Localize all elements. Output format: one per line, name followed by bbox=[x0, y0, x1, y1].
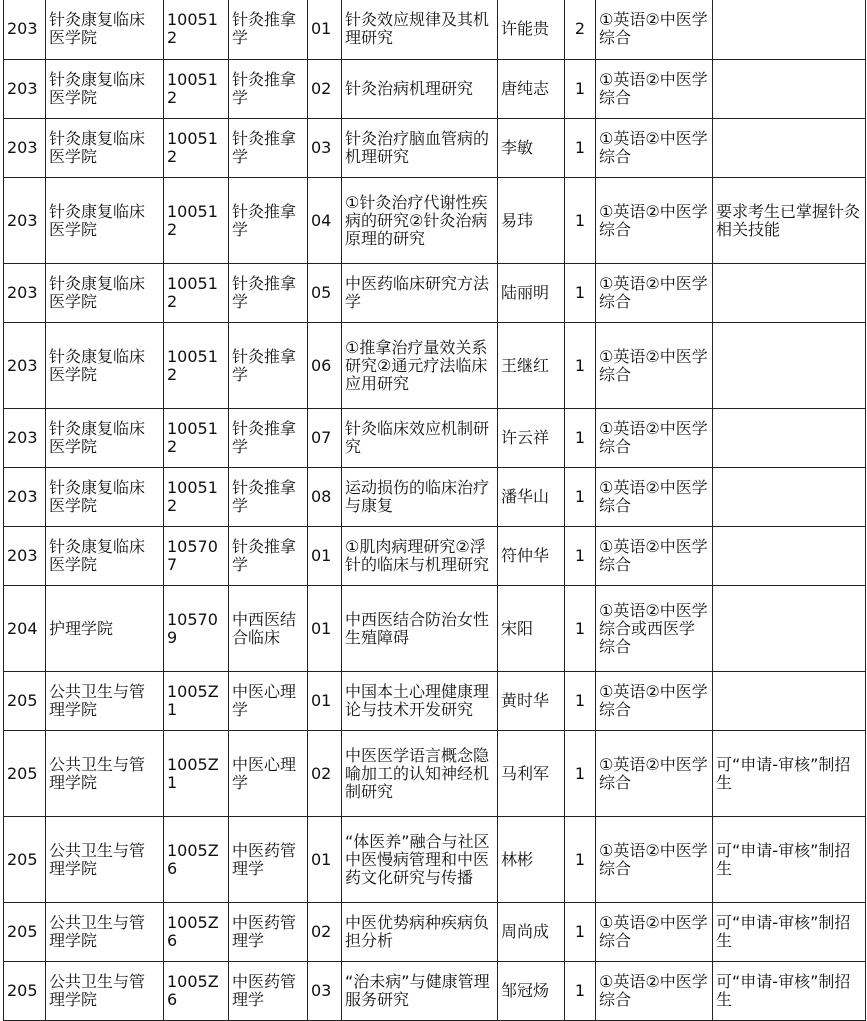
unit-code-cell: 203 bbox=[4, 468, 46, 527]
table-row bbox=[4, 409, 866, 468]
research-direction-cell: “体医养”融合与社区中医慢病管理和中医药文化研究与传播 bbox=[342, 817, 498, 903]
major-code-cell: 105707 bbox=[164, 527, 229, 586]
direction-code-cell: 01 bbox=[308, 0, 342, 60]
major-code-cell: 1005Z6 bbox=[164, 903, 229, 962]
major-cell: 针灸推拿学 bbox=[229, 323, 308, 409]
remarks-cell bbox=[713, 586, 866, 672]
exam-subjects-cell: ①英语②中医学综合 bbox=[596, 60, 713, 119]
direction-code-cell: 02 bbox=[308, 731, 342, 817]
major-cell: 中医药管理学 bbox=[229, 817, 308, 903]
advisor-cell: 马利军 bbox=[498, 731, 565, 817]
quota-cell: 1 bbox=[565, 323, 596, 409]
table-row bbox=[4, 264, 866, 323]
research-direction-cell: 中医优势病种疾病负担分析 bbox=[342, 903, 498, 962]
remarks-cell bbox=[713, 119, 866, 178]
major-cell: 中医心理学 bbox=[229, 731, 308, 817]
table-row bbox=[4, 527, 866, 586]
major-code-cell: 1005Z1 bbox=[164, 731, 229, 817]
exam-subjects-cell: ①英语②中医学综合 bbox=[596, 323, 713, 409]
table-row bbox=[4, 0, 866, 60]
direction-code-cell: 04 bbox=[308, 178, 342, 264]
advisor-cell: 林彬 bbox=[498, 817, 565, 903]
quota-cell: 1 bbox=[565, 527, 596, 586]
quota-cell: 2 bbox=[565, 0, 596, 60]
major-cell: 中西医结合临床 bbox=[229, 586, 308, 672]
direction-code-cell: 01 bbox=[308, 586, 342, 672]
table-row bbox=[4, 672, 866, 731]
exam-subjects-cell: ①英语②中医学综合 bbox=[596, 817, 713, 903]
college-cell: 公共卫生与管理学院 bbox=[46, 672, 164, 731]
unit-code-cell: 203 bbox=[4, 264, 46, 323]
unit-code-cell: 203 bbox=[4, 527, 46, 586]
remarks-cell bbox=[713, 468, 866, 527]
table-row bbox=[4, 962, 866, 1021]
major-code-cell: 1005Z1 bbox=[164, 672, 229, 731]
advisor-cell: 邹冠炀 bbox=[498, 962, 565, 1021]
major-code-cell: 100512 bbox=[164, 409, 229, 468]
unit-code-cell: 205 bbox=[4, 672, 46, 731]
direction-code-cell: 06 bbox=[308, 323, 342, 409]
enrollment-table bbox=[3, 0, 866, 1021]
research-direction-cell: 针灸临床效应机制研究 bbox=[342, 409, 498, 468]
exam-subjects-cell: ①英语②中医学综合 bbox=[596, 962, 713, 1021]
exam-subjects-cell: ①英语②中医学综合 bbox=[596, 903, 713, 962]
college-cell: 公共卫生与管理学院 bbox=[46, 903, 164, 962]
unit-code-cell: 203 bbox=[4, 0, 46, 60]
advisor-cell: 周尚成 bbox=[498, 903, 565, 962]
table-row bbox=[4, 323, 866, 409]
table-row bbox=[4, 178, 866, 264]
advisor-cell: 黄时华 bbox=[498, 672, 565, 731]
table-row bbox=[4, 60, 866, 119]
research-direction-cell: 中西医结合防治女性生殖障碍 bbox=[342, 586, 498, 672]
remarks-cell bbox=[713, 409, 866, 468]
unit-code-cell: 205 bbox=[4, 731, 46, 817]
unit-code-cell: 205 bbox=[4, 962, 46, 1021]
major-cell: 针灸推拿学 bbox=[229, 409, 308, 468]
research-direction-cell: “治未病”与健康管理服务研究 bbox=[342, 962, 498, 1021]
remarks-cell bbox=[713, 527, 866, 586]
exam-subjects-cell: ①英语②中医学综合 bbox=[596, 731, 713, 817]
research-direction-cell: ①针灸治疗代谢性疾病的研究②针灸治病原理的研究 bbox=[342, 178, 498, 264]
remarks-cell bbox=[713, 0, 866, 60]
major-code-cell: 1005Z6 bbox=[164, 962, 229, 1021]
remarks-cell bbox=[713, 323, 866, 409]
exam-subjects-cell: ①英语②中医学综合 bbox=[596, 0, 713, 60]
college-cell: 针灸康复临床医学院 bbox=[46, 468, 164, 527]
advisor-cell: 易玮 bbox=[498, 178, 565, 264]
exam-subjects-cell: ①英语②中医学综合 bbox=[596, 672, 713, 731]
college-cell: 公共卫生与管理学院 bbox=[46, 731, 164, 817]
unit-code-cell: 203 bbox=[4, 409, 46, 468]
major-cell: 针灸推拿学 bbox=[229, 178, 308, 264]
quota-cell: 1 bbox=[565, 903, 596, 962]
major-cell: 针灸推拿学 bbox=[229, 527, 308, 586]
college-cell: 护理学院 bbox=[46, 586, 164, 672]
quota-cell: 1 bbox=[565, 178, 596, 264]
advisor-cell: 许能贵 bbox=[498, 0, 565, 60]
advisor-cell: 王继红 bbox=[498, 323, 565, 409]
major-cell: 中医心理学 bbox=[229, 672, 308, 731]
remarks-cell: 要求考生已掌握针灸相关技能 bbox=[713, 178, 866, 264]
unit-code-cell: 203 bbox=[4, 323, 46, 409]
college-cell: 针灸康复临床医学院 bbox=[46, 178, 164, 264]
major-code-cell: 100512 bbox=[164, 0, 229, 60]
remarks-cell bbox=[713, 60, 866, 119]
remarks-cell bbox=[713, 264, 866, 323]
remarks-cell: 可“申请-审核”制招生 bbox=[713, 962, 866, 1021]
exam-subjects-cell: ①英语②中医学综合 bbox=[596, 468, 713, 527]
quota-cell: 1 bbox=[565, 60, 596, 119]
quota-cell: 1 bbox=[565, 731, 596, 817]
major-code-cell: 100512 bbox=[164, 60, 229, 119]
major-code-cell: 105709 bbox=[164, 586, 229, 672]
major-cell: 针灸推拿学 bbox=[229, 468, 308, 527]
exam-subjects-cell: ①英语②中医学综合 bbox=[596, 264, 713, 323]
major-code-cell: 100512 bbox=[164, 323, 229, 409]
table-row bbox=[4, 468, 866, 527]
remarks-cell: 可“申请-审核”制招生 bbox=[713, 731, 866, 817]
college-cell: 针灸康复临床医学院 bbox=[46, 527, 164, 586]
direction-code-cell: 03 bbox=[308, 119, 342, 178]
college-cell: 针灸康复临床医学院 bbox=[46, 323, 164, 409]
college-cell: 公共卫生与管理学院 bbox=[46, 962, 164, 1021]
quota-cell: 1 bbox=[565, 672, 596, 731]
college-cell: 针灸康复临床医学院 bbox=[46, 60, 164, 119]
college-cell: 针灸康复临床医学院 bbox=[46, 409, 164, 468]
remarks-cell bbox=[713, 672, 866, 731]
quota-cell: 1 bbox=[565, 962, 596, 1021]
research-direction-cell: ①肌肉病理研究②浮针的临床与机理研究 bbox=[342, 527, 498, 586]
major-cell: 针灸推拿学 bbox=[229, 119, 308, 178]
college-cell: 针灸康复临床医学院 bbox=[46, 119, 164, 178]
quota-cell: 1 bbox=[565, 409, 596, 468]
table-body bbox=[4, 0, 866, 1021]
table-row bbox=[4, 731, 866, 817]
major-cell: 中医药管理学 bbox=[229, 962, 308, 1021]
remarks-cell: 可“申请-审核”制招生 bbox=[713, 817, 866, 903]
major-cell: 针灸推拿学 bbox=[229, 60, 308, 119]
unit-code-cell: 203 bbox=[4, 60, 46, 119]
quota-cell: 1 bbox=[565, 586, 596, 672]
quota-cell: 1 bbox=[565, 119, 596, 178]
exam-subjects-cell: ①英语②中医学综合 bbox=[596, 527, 713, 586]
research-direction-cell: 针灸治病机理研究 bbox=[342, 60, 498, 119]
advisor-cell: 宋阳 bbox=[498, 586, 565, 672]
table-row bbox=[4, 817, 866, 903]
quota-cell: 1 bbox=[565, 264, 596, 323]
direction-code-cell: 08 bbox=[308, 468, 342, 527]
quota-cell: 1 bbox=[565, 817, 596, 903]
direction-code-cell: 05 bbox=[308, 264, 342, 323]
research-direction-cell: ①推拿治疗量效关系研究②通元疗法临床应用研究 bbox=[342, 323, 498, 409]
advisor-cell: 潘华山 bbox=[498, 468, 565, 527]
exam-subjects-cell: ①英语②中医学综合 bbox=[596, 409, 713, 468]
direction-code-cell: 02 bbox=[308, 60, 342, 119]
major-cell: 中医药管理学 bbox=[229, 903, 308, 962]
advisor-cell: 唐纯志 bbox=[498, 60, 565, 119]
table-row bbox=[4, 119, 866, 178]
exam-subjects-cell: ①英语②中医学综合或西医学综合 bbox=[596, 586, 713, 672]
exam-subjects-cell: ①英语②中医学综合 bbox=[596, 178, 713, 264]
major-code-cell: 1005Z6 bbox=[164, 817, 229, 903]
remarks-cell: 可“申请-审核”制招生 bbox=[713, 903, 866, 962]
direction-code-cell: 07 bbox=[308, 409, 342, 468]
major-code-cell: 100512 bbox=[164, 468, 229, 527]
advisor-cell: 符仲华 bbox=[498, 527, 565, 586]
college-cell: 针灸康复临床医学院 bbox=[46, 264, 164, 323]
unit-code-cell: 203 bbox=[4, 178, 46, 264]
unit-code-cell: 205 bbox=[4, 903, 46, 962]
research-direction-cell: 中医药临床研究方法学 bbox=[342, 264, 498, 323]
major-cell: 针灸推拿学 bbox=[229, 0, 308, 60]
unit-code-cell: 203 bbox=[4, 119, 46, 178]
unit-code-cell: 204 bbox=[4, 586, 46, 672]
college-cell: 公共卫生与管理学院 bbox=[46, 817, 164, 903]
direction-code-cell: 01 bbox=[308, 527, 342, 586]
research-direction-cell: 中国本土心理健康理论与技术开发研究 bbox=[342, 672, 498, 731]
research-direction-cell: 针灸效应规律及其机理研究 bbox=[342, 0, 498, 60]
major-code-cell: 100512 bbox=[164, 119, 229, 178]
research-direction-cell: 运动损伤的临床治疗与康复 bbox=[342, 468, 498, 527]
exam-subjects-cell: ①英语②中医学综合 bbox=[596, 119, 713, 178]
direction-code-cell: 03 bbox=[308, 962, 342, 1021]
research-direction-cell: 针灸治疗脑血管病的机理研究 bbox=[342, 119, 498, 178]
major-code-cell: 100512 bbox=[164, 264, 229, 323]
table-row bbox=[4, 903, 866, 962]
advisor-cell: 许云祥 bbox=[498, 409, 565, 468]
direction-code-cell: 01 bbox=[308, 672, 342, 731]
direction-code-cell: 01 bbox=[308, 817, 342, 903]
research-direction-cell: 中医医学语言概念隐喻加工的认知神经机制研究 bbox=[342, 731, 498, 817]
quota-cell: 1 bbox=[565, 468, 596, 527]
advisor-cell: 李敏 bbox=[498, 119, 565, 178]
major-code-cell: 100512 bbox=[164, 178, 229, 264]
unit-code-cell: 205 bbox=[4, 817, 46, 903]
direction-code-cell: 02 bbox=[308, 903, 342, 962]
college-cell: 针灸康复临床医学院 bbox=[46, 0, 164, 60]
table-row bbox=[4, 586, 866, 672]
major-cell: 针灸推拿学 bbox=[229, 264, 308, 323]
advisor-cell: 陆丽明 bbox=[498, 264, 565, 323]
